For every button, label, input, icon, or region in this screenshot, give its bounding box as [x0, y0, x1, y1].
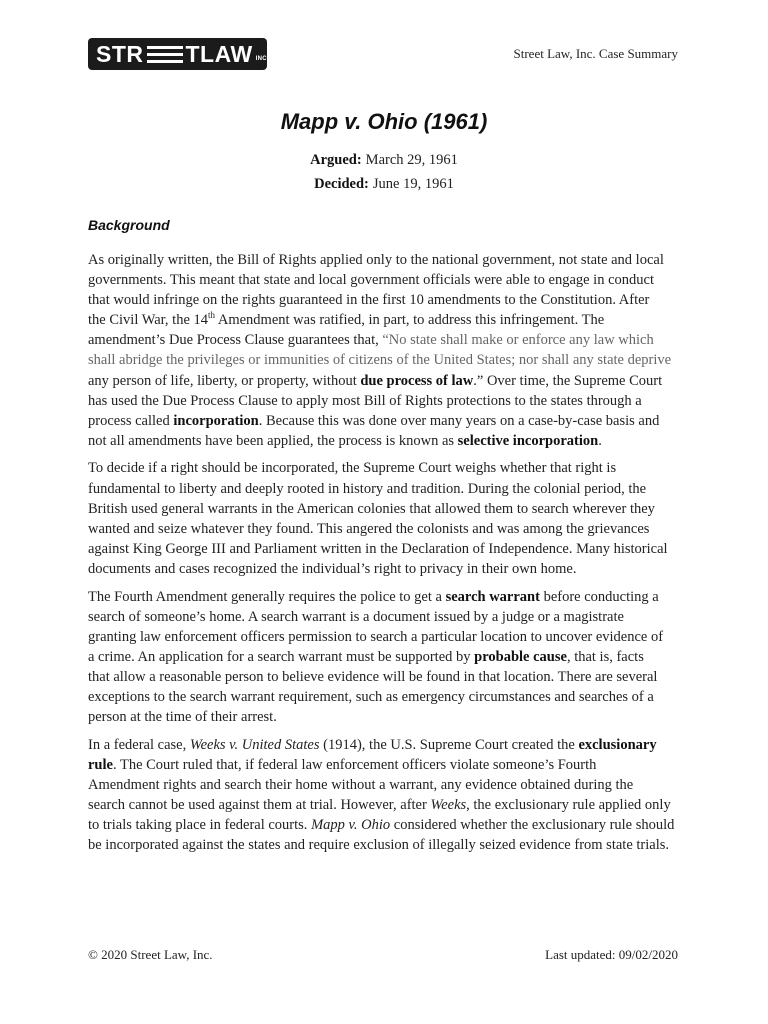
bold-key-term: due process of law: [360, 372, 474, 389]
text-run: before conducting a: [539, 588, 659, 605]
body-text: [88, 250, 688, 863]
bold-key-term: probable cause: [474, 648, 567, 665]
text-run: considered whether the exclusionary rule should: [390, 817, 675, 834]
text-run: documents and cases recognized the individual’s right to privacy in their own home.: [88, 560, 577, 577]
text-run: a crime. An application for a search warrant must be supported by: [88, 648, 475, 665]
case-dates: [0, 148, 768, 196]
text-line: [88, 479, 688, 499]
page-footer: [88, 946, 678, 964]
text-line: [88, 755, 688, 775]
text-line: [88, 735, 688, 755]
text-run: British used general warrants in the American colonies that allowed them to search wherever they: [88, 500, 655, 517]
logo-suffix: INC: [255, 56, 267, 62]
text-run: not all amendments have been applied, the process is known as: [88, 432, 458, 449]
text-run: Amendment was ratified, in part, to address this infringement. The: [215, 312, 605, 329]
case-title: Mapp v. Ohio (1961): [280, 109, 488, 134]
text-run: search of someone’s home. A search warrant is a document issued by a judge or a magistrate: [88, 608, 624, 625]
bold-key-term: selective incorporation: [457, 432, 599, 449]
text-line: [88, 250, 688, 270]
quoted-text: shall abridge the privileges or immunities of citizens of the United States; nor shall any state deprive: [88, 352, 672, 369]
text-line: [88, 330, 688, 350]
paragraph: [88, 735, 688, 856]
text-run: .” Over time, the Supreme Court: [473, 372, 663, 389]
paragraph: [88, 250, 688, 451]
text-run: governments. This meant that state and local government officials were able to engage in conduct: [88, 272, 654, 289]
date-value: March 29, 1961: [365, 152, 458, 168]
text-line: [88, 310, 688, 330]
logo-ee-bars-icon: [147, 46, 183, 63]
text-run: amendment’s Due Process Clause guarantees that,: [88, 332, 383, 349]
text-run: . The Court ruled that, if federal law enforcement officers violate someone’s Fourth: [112, 756, 597, 773]
text-line: [88, 270, 688, 290]
text-run: any person of life, liberty, or property, without: [88, 372, 361, 389]
text-line: [88, 559, 688, 579]
bold-key-term: rule: [88, 756, 113, 773]
italic-case-name: Weeks v. United States: [189, 736, 320, 753]
quoted-text: “No state shall make or enforce any law which: [382, 332, 654, 349]
text-run: the Civil War, the 14: [88, 312, 209, 329]
text-run: , that is, facts: [566, 648, 644, 665]
text-line: [88, 647, 688, 667]
date-label: Decided:: [314, 176, 369, 192]
text-line: [88, 795, 688, 815]
text-line: [88, 667, 688, 687]
text-line: [88, 607, 688, 627]
text-line: [88, 627, 688, 647]
text-run: against King George III and Parliament written in the Declaration of Independence. Many historical: [88, 540, 668, 557]
text-line: [88, 539, 688, 559]
text-run: wanted and seize whatever they found. This angered the colonists and was among the grievances: [88, 520, 650, 537]
paragraph: [88, 587, 688, 728]
bold-key-term: exclusionary: [578, 736, 657, 753]
date-label: Argued:: [310, 152, 362, 168]
text-run: .: [598, 432, 602, 449]
bold-key-term: search warrant: [445, 588, 540, 605]
text-run: As originally written, the Bill of Rights applied only to the national government, not state and local: [88, 252, 664, 268]
text-line: [88, 835, 688, 855]
text-line: [88, 411, 688, 431]
text-run: process called: [88, 412, 174, 429]
text-run: to trials taking place in federal courts.: [88, 817, 312, 834]
text-run: To decide if a right should be incorporated, the Supreme Court weighs whether that right is: [88, 460, 617, 477]
document-type-label: Street Law, Inc. Case Summary: [513, 46, 678, 61]
text-run: exceptions to the search warrant requirement, such as emergency circumstances and searches of a: [88, 688, 654, 705]
text-line: [88, 499, 688, 519]
text-run: granting law enforcement officers permission to search a particular location to uncover evidence of: [88, 628, 664, 645]
section-heading-background: Background: [88, 217, 170, 233]
text-run: person at the time of their arrest.: [88, 709, 277, 726]
text-run: fundamental to liberty and deeply rooted in history and tradition. During the colonial period, the: [88, 480, 647, 497]
text-run: (1914), the U.S. Supreme Court created the: [319, 736, 579, 753]
last-updated-date: Last updated: 09/02/2020: [545, 947, 678, 962]
text-run: search cannot be used against them at trial. However, after: [88, 796, 431, 813]
text-line: [88, 371, 688, 391]
street-law-logo: [88, 38, 267, 70]
text-run: has used the Due Process Clause to apply most Bill of Rights protections to the states through a: [88, 392, 642, 409]
paragraph: [88, 458, 688, 579]
text-run: be incorporated against the states and require exclusion of illegally seized evidence from state trials.: [88, 837, 669, 854]
text-run: , the exclusionary rule applied only: [466, 796, 671, 813]
text-line: [88, 687, 688, 707]
italic-case-name: Mapp v. Ohio: [311, 817, 391, 834]
decided-date: [0, 172, 768, 196]
text-line: [88, 458, 688, 478]
text-run: In a federal case,: [88, 736, 190, 753]
text-line: [88, 431, 688, 451]
date-value: June 19, 1961: [372, 176, 454, 192]
argued-date: [0, 148, 768, 172]
copyright-notice: © 2020 Street Law, Inc.: [88, 947, 213, 962]
text-line: [88, 815, 688, 835]
text-run: The Fourth Amendment generally requires the police to get a: [88, 588, 446, 605]
text-line: [88, 290, 688, 310]
bold-key-term: incorporation: [173, 412, 259, 429]
logo-text-left: STR: [96, 40, 144, 67]
text-line: [88, 587, 688, 607]
logo-text-right: TLAW: [185, 40, 253, 67]
text-line: [88, 707, 688, 727]
text-run: Amendment rights and search their home without a warrant, any evidence obtained during the: [88, 776, 634, 793]
italic-case-name: Weeks: [430, 796, 467, 813]
text-line: [88, 775, 688, 795]
superscript: th: [208, 310, 216, 321]
text-line: [88, 391, 688, 411]
text-line: [88, 519, 688, 539]
text-line: [88, 350, 688, 370]
text-run: that allow a reasonable person to believe evidence will be found in that location. There are several: [88, 668, 658, 685]
text-run: . Because this was done over many years on a case-by-case basis and: [258, 412, 660, 429]
text-run: that would infringe on the rights guaranteed in the first 10 amendments to the Constitution. After: [88, 292, 650, 309]
